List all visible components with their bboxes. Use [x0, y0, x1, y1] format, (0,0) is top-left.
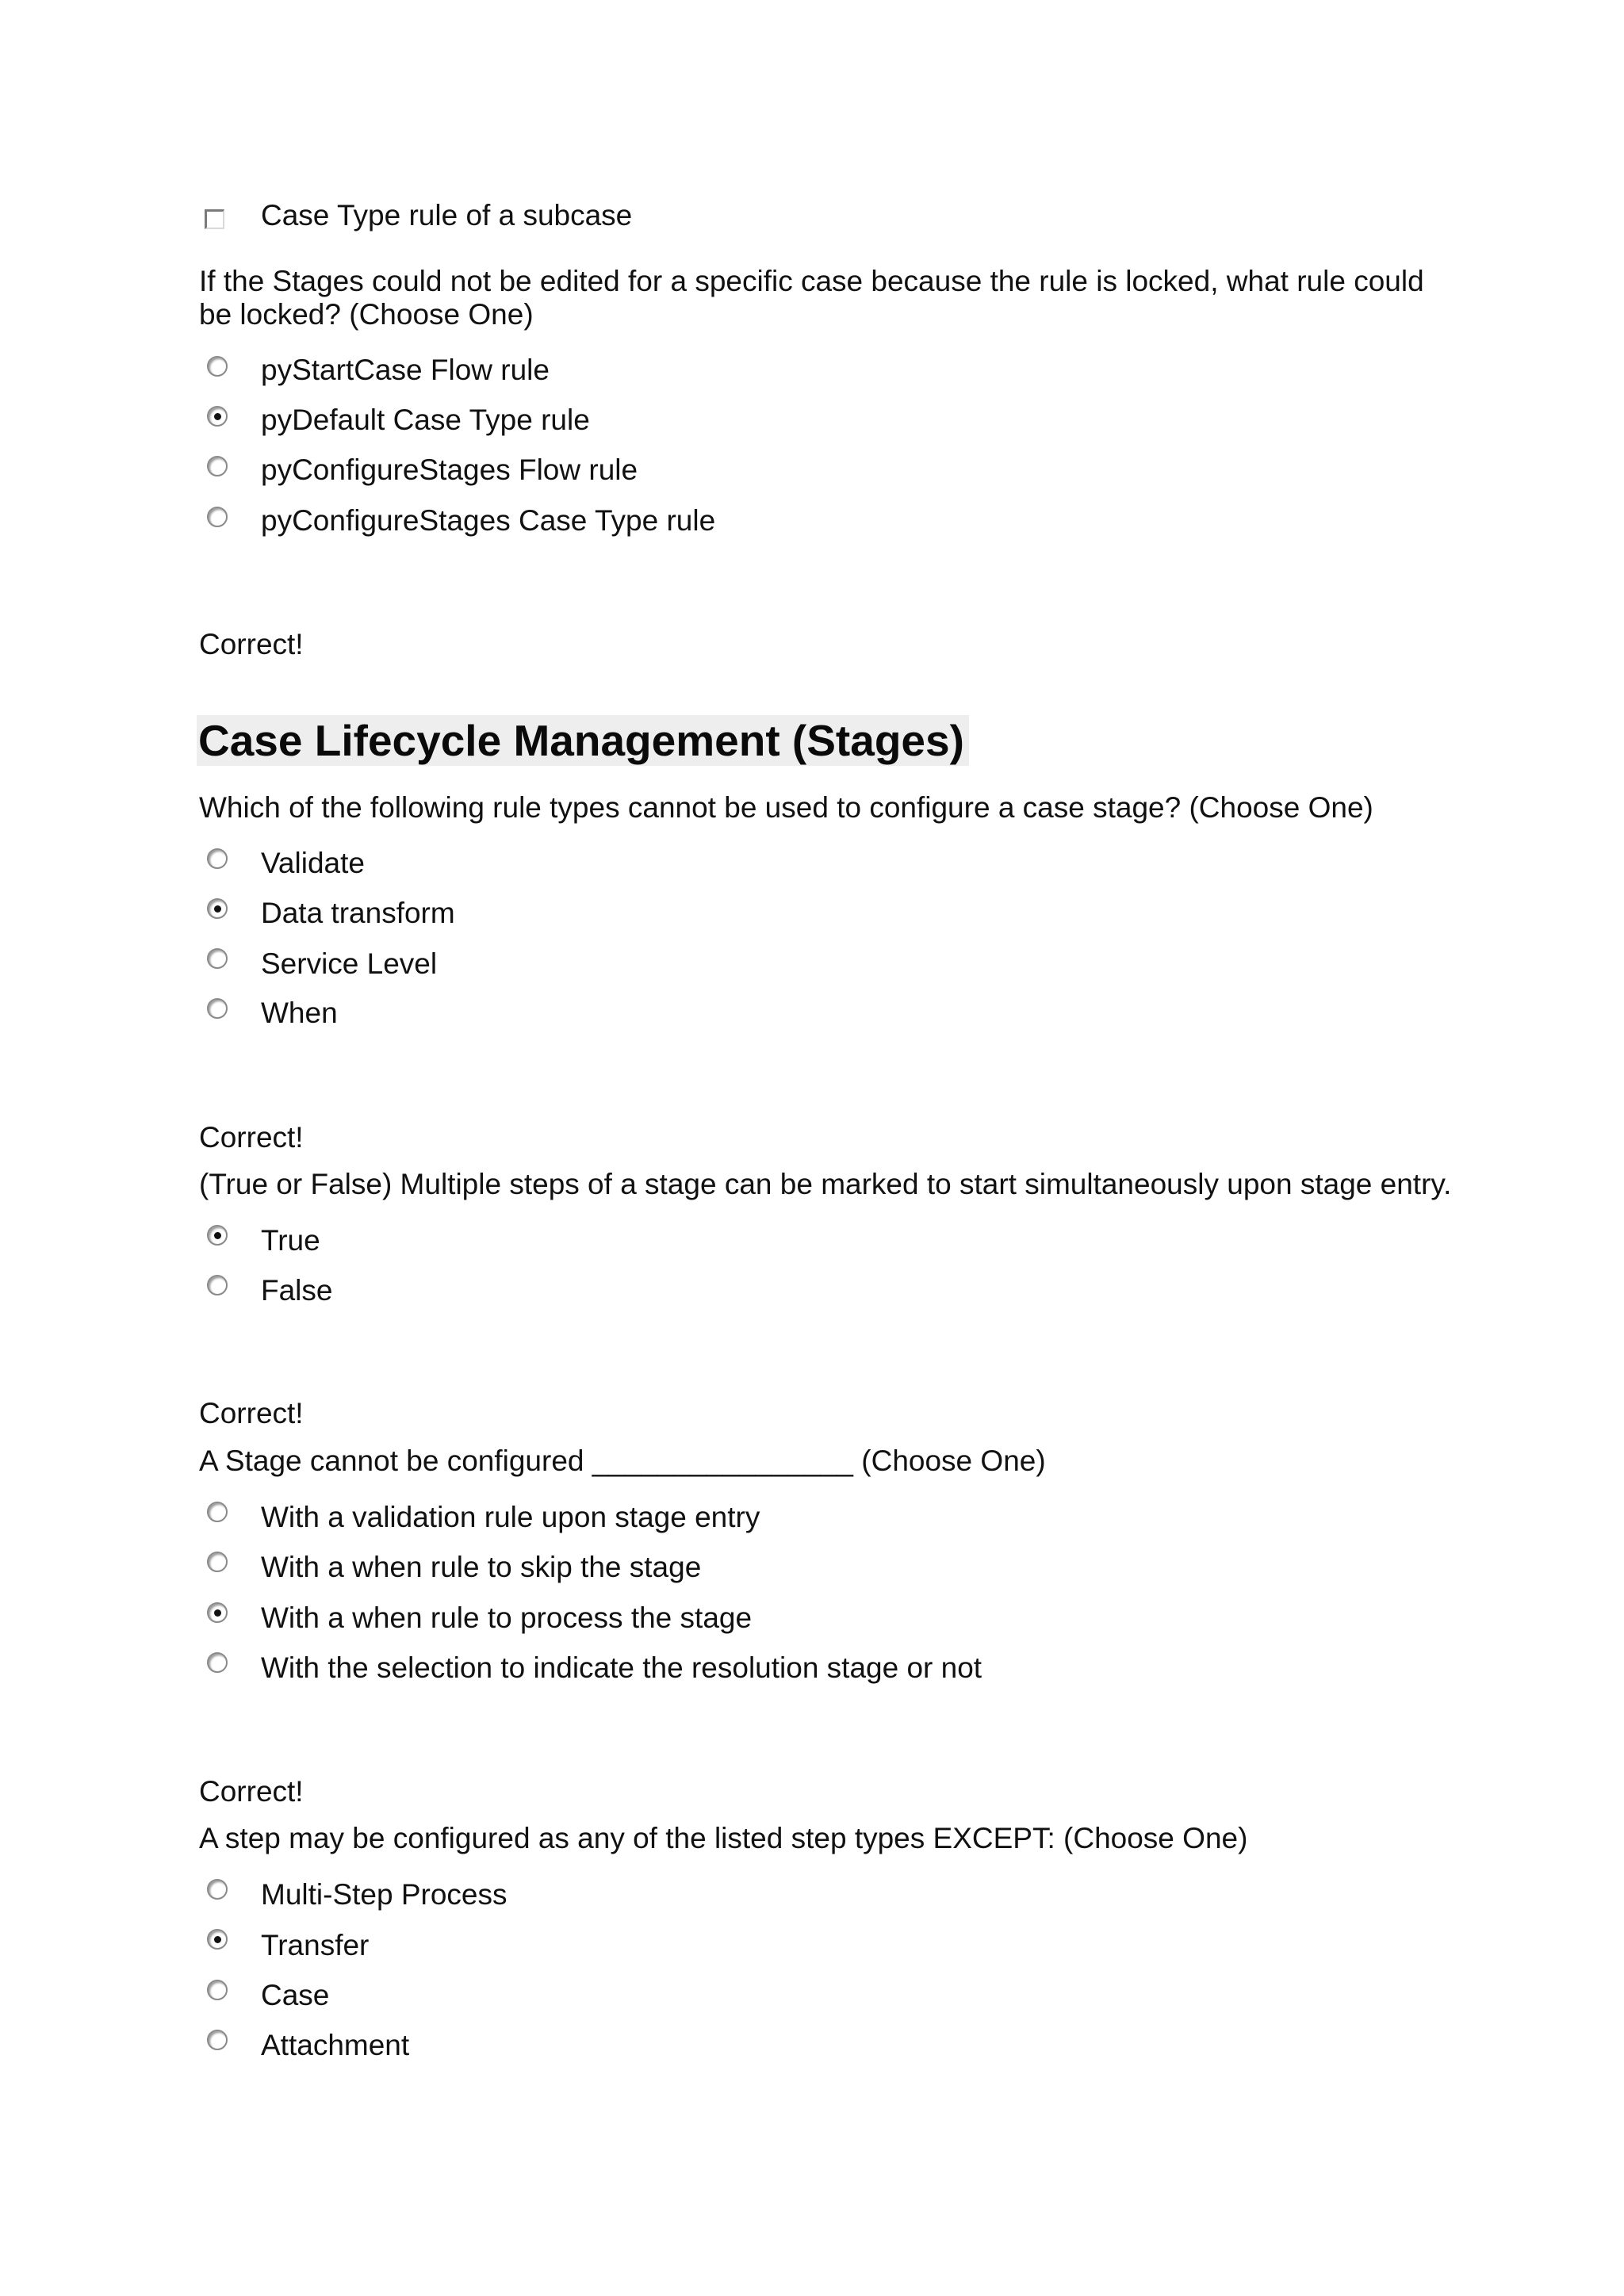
stage-config-option-label-0: With a validation rule upon stage entry — [261, 1501, 760, 1533]
subcase-option-label: Case Type rule of a subcase — [261, 199, 633, 232]
locked-option-label-2: pyConfigureStages Flow rule — [261, 453, 638, 486]
step-types-option-label-3: Attachment — [261, 2029, 410, 2061]
step-types-option-radio-1[interactable] — [207, 1929, 228, 1950]
rule-types-option-radio-0[interactable] — [207, 848, 228, 869]
step-types-question: A step may be configured as any of the listed step types EXCEPT: (Choose One) — [199, 1822, 1248, 1854]
stage-config-option-label-2: With a when rule to process the stage — [261, 1601, 753, 1634]
locked-option-radio-1[interactable] — [207, 406, 228, 427]
stage-config-option-label-3: With the selection to indicate the resolution stage or not — [261, 1651, 982, 1684]
rule-types-option-radio-2[interactable] — [207, 948, 228, 969]
rule-types-question: Which of the following rule types cannot be used to configure a case stage? (Choose One) — [199, 791, 1373, 824]
stage-config-feedback: Correct! — [199, 1775, 304, 1808]
stage-config-question: A Stage cannot be configured ________________ (Choose One) — [199, 1445, 1046, 1477]
stage-config-option-radio-1[interactable] — [207, 1552, 228, 1572]
stage-config-option-radio-0[interactable] — [207, 1502, 228, 1522]
step-types-option-label-1: Transfer — [261, 1929, 370, 1961]
section-heading: Case Lifecycle Management (Stages) — [197, 715, 969, 766]
rule-types-option-radio-3[interactable] — [207, 998, 228, 1019]
rule-types-option-label-0: Validate — [261, 847, 365, 879]
step-types-option-label-0: Multi-Step Process — [261, 1878, 508, 1911]
rule-types-feedback: Correct! — [199, 1121, 304, 1154]
stage-config-option-label-1: With a when rule to skip the stage — [261, 1551, 702, 1583]
locked-option-label-1: pyDefault Case Type rule — [261, 404, 590, 436]
rule-types-option-label-1: Data transform — [261, 897, 455, 929]
locked-option-radio-0[interactable] — [207, 356, 228, 377]
rule-types-option-label-2: Service Level — [261, 947, 438, 980]
step-types-option-radio-3[interactable] — [207, 2030, 228, 2050]
locked-feedback: Correct! — [199, 628, 304, 660]
step-types-option-radio-2[interactable] — [207, 1980, 228, 2000]
subcase-checkbox[interactable] — [205, 209, 224, 229]
locked-option-label-3: pyConfigureStages Case Type rule — [261, 504, 716, 537]
rule-types-option-radio-1[interactable] — [207, 898, 228, 919]
locked-question-line1: If the Stages could not be edited for a specific case because the rule is locked, what rule could — [199, 265, 1424, 297]
locked-option-radio-2[interactable] — [207, 456, 228, 476]
true-false-feedback: Correct! — [199, 1397, 304, 1429]
locked-option-label-0: pyStartCase Flow rule — [261, 354, 550, 386]
stage-config-option-radio-2[interactable] — [207, 1602, 228, 1623]
true-false-question: (True or False) Multiple steps of a stage can be marked to start simultaneously upon stage entry. — [199, 1168, 1452, 1200]
locked-option-radio-3[interactable] — [207, 507, 228, 527]
true-false-option-label-0: True — [261, 1224, 320, 1257]
rule-types-option-label-3: When — [261, 997, 338, 1029]
locked-question-line2: be locked? (Choose One) — [199, 298, 534, 331]
step-types-option-label-2: Case — [261, 1979, 330, 2011]
stage-config-option-radio-3[interactable] — [207, 1652, 228, 1673]
true-false-option-radio-0[interactable] — [207, 1225, 228, 1246]
true-false-option-label-1: False — [261, 1274, 333, 1307]
step-types-option-radio-0[interactable] — [207, 1879, 228, 1900]
true-false-option-radio-1[interactable] — [207, 1275, 228, 1295]
